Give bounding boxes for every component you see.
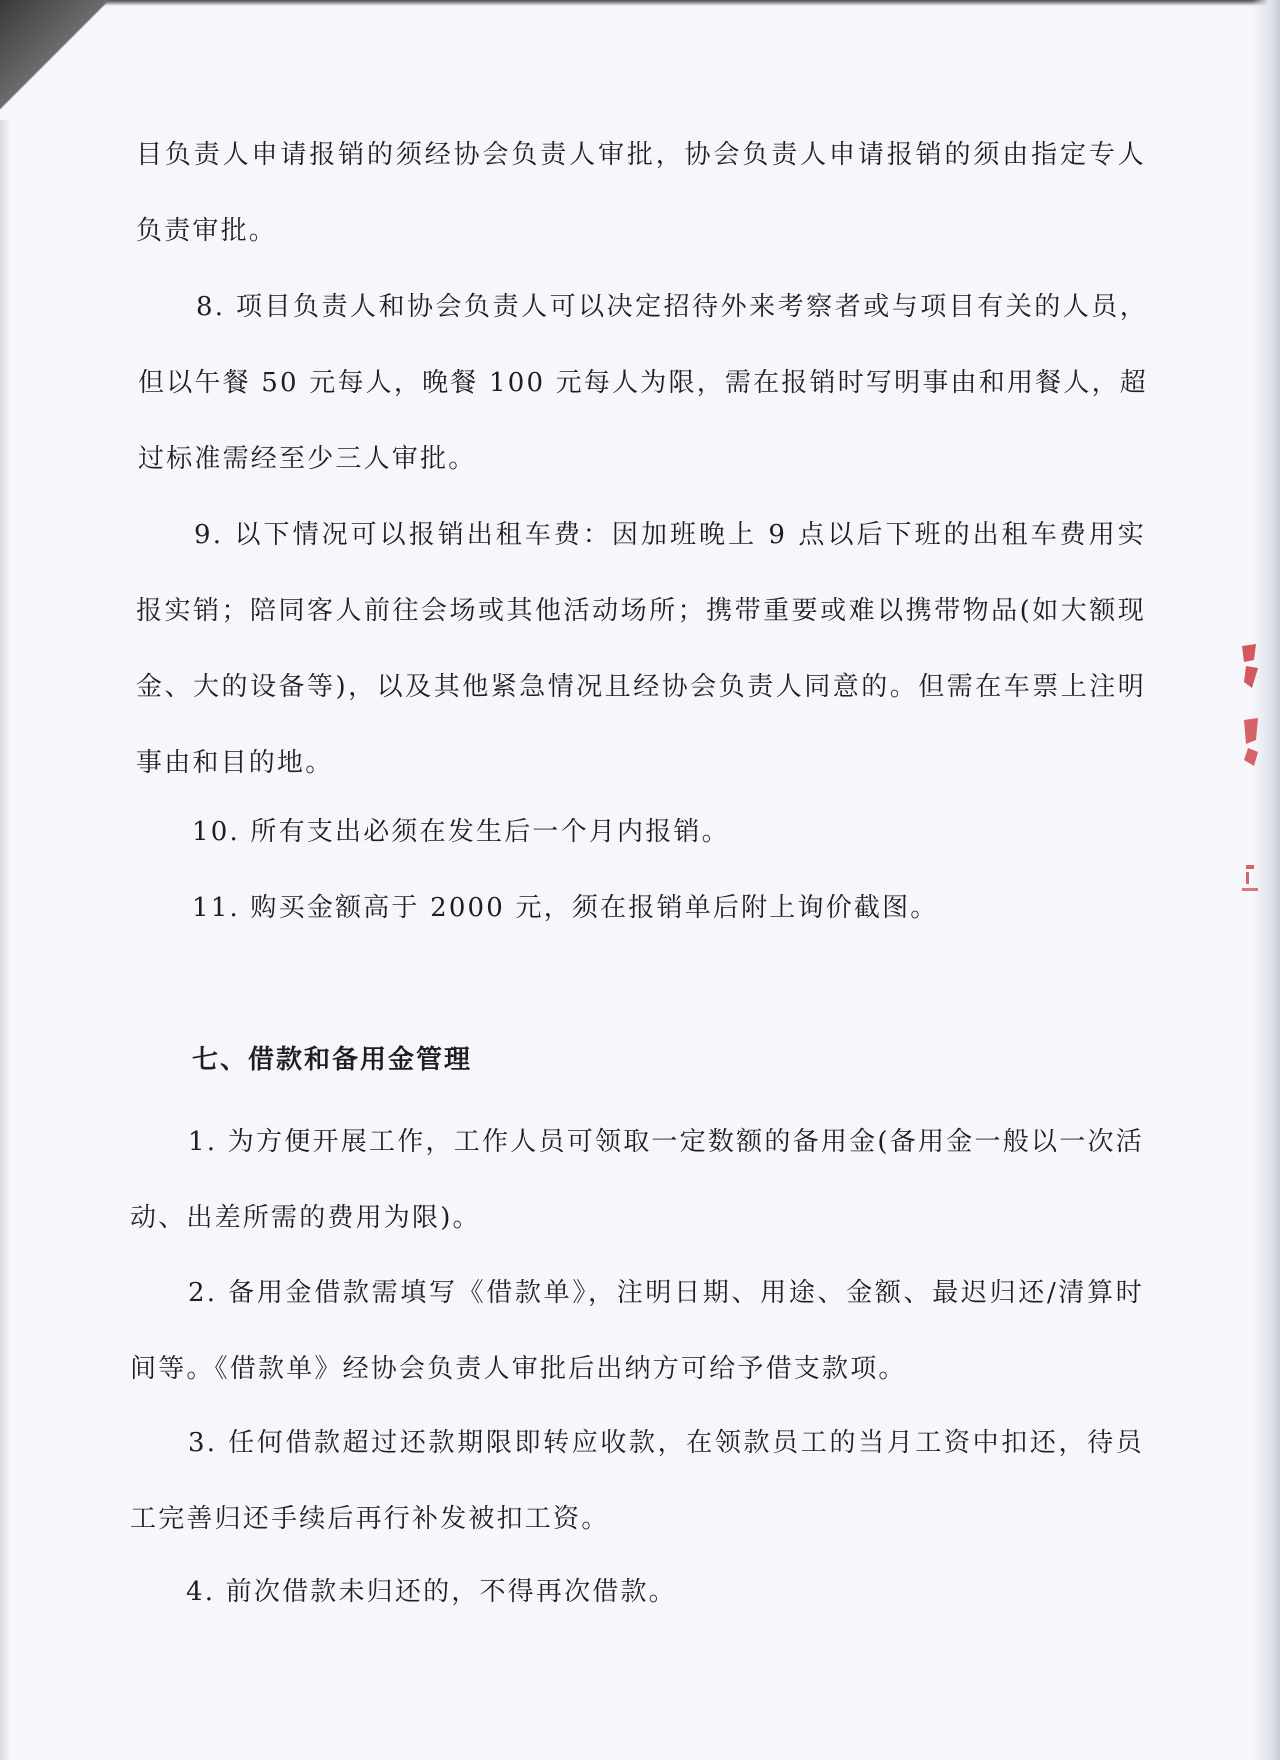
section-7-heading: 七、借款和备用金管理: [192, 1045, 473, 1075]
item-10: 10. 所有支出必须在发生后一个月内报销。: [192, 817, 730, 847]
item-8: 8. 项目负责人和协会负责人可以决定招待外来考察者或与项目有关的人员，但以午餐 50 元每人，晚餐 100 元每人为限，需在报销时写明事由和用餐人，超过标准需经至少三人审批。: [138, 292, 1148, 474]
section-7-item-1: 1. 为方便开展工作，工作人员可领取一定数额的备用金(备用金一般以一次活动、出差所需的费用为限)。: [130, 1127, 1144, 1233]
item-11: 11. 购买金额高于 2000 元，须在报销单后附上询价截图。: [192, 893, 939, 923]
seal-fragment-graphic: [1238, 640, 1260, 900]
scan-left-edge: [0, 120, 10, 1760]
folded-corner-shadow: [0, 0, 130, 140]
section-7-item-2: 2. 备用金借款需填写《借款单》，注明日期、用途、金额、最迟归还/清算时间等。《借款单》经协会负责人审批后出纳方可给予借支款项。: [130, 1278, 1144, 1384]
scan-top-shadow: [0, 0, 1280, 6]
section-7-item-3: 3. 任何借款超过还款期限即转应收款，在领款员工的当月工资中扣还，待员工完善归还手续后再行补发被扣工资。: [130, 1428, 1144, 1534]
item-9: 9. 以下情况可以报销出租车费：因加班晚上 9 点以后下班的出租车费用实报实销；陪同客人前往会场或其他活动场所；携带重要或难以携带物品(如大额现金、大的设备等)，以及其他紧急情况且经协会负责人同意的。但需在车票上注明事由和目的地。: [136, 520, 1146, 778]
section-7-item-4: 4. 前次借款未归还的，不得再次借款。: [186, 1577, 677, 1607]
paragraph-7-continued: 目负责人申请报销的须经协会负责人审批，协会负责人申请报销的须由指定专人负责审批。: [136, 140, 1146, 246]
red-seal-fragment: [1238, 640, 1260, 900]
